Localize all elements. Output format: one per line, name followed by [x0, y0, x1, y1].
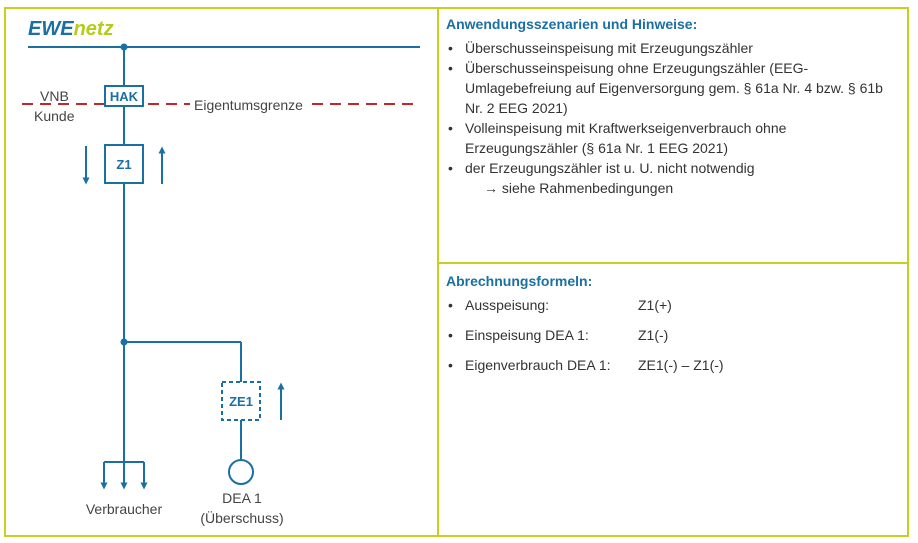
formula-row: • Eigenverbrauch DEA 1: ZE1(-) – Z1(-): [446, 355, 886, 375]
formulas-title: Abrechnungsformeln:: [446, 273, 593, 289]
scenario-item: • Volleinspeisung mit Kraftwerkseigenverbrauch ohne Erzeugungszähler (§ 61a Nr. 1 EEG 2021): [446, 118, 886, 158]
scenarios-title: Anwendungsszenarien und Hinweise:: [446, 16, 698, 32]
dea-note-label: (Überschuss): [200, 510, 284, 526]
dea-name-label: DEA 1: [222, 490, 262, 506]
horizontal-divider: [437, 262, 909, 264]
vnb-label: VNB: [40, 88, 69, 104]
formulas-panel: [446, 271, 886, 385]
kunde-label: Kunde: [34, 108, 75, 124]
vertical-divider: [437, 7, 439, 537]
formula-row: • Einspeisung DEA 1: Z1(-): [446, 325, 886, 345]
scenarios-list: [446, 38, 886, 198]
scenario-item: • der Erzeugungszähler ist u. U. nicht notwendig → siehe Rahmenbedingungen: [446, 158, 886, 198]
verbraucher-label: Verbraucher: [85, 501, 163, 517]
scenarios-panel: [446, 14, 886, 198]
scenario-item: • Überschusseinspeisung mit Erzeugungszähler: [446, 38, 886, 58]
formula-row: • Ausspeisung: Z1(+): [446, 295, 886, 315]
connection-diagram: [0, 0, 437, 543]
ze1-label: ZE1: [229, 394, 253, 409]
z1-label: Z1: [116, 157, 132, 172]
hak-label: HAK: [109, 89, 139, 104]
dea-generator-icon: [229, 460, 253, 484]
scenario-item: • Überschusseinspeisung ohne Erzeugungszähler (EEG-Umlagebefreiung auf Eigenversorgung gem. § 61a Nr. 4 bzw. § 61b Nr. 2 EEG 2021): [446, 58, 886, 118]
ewe-netz-logo: EWEnetz: [28, 18, 114, 40]
eigentumsgrenze-label: Eigentumsgrenze: [194, 97, 303, 113]
scenario-sub-note: → siehe Rahmenbedingungen: [484, 180, 674, 196]
